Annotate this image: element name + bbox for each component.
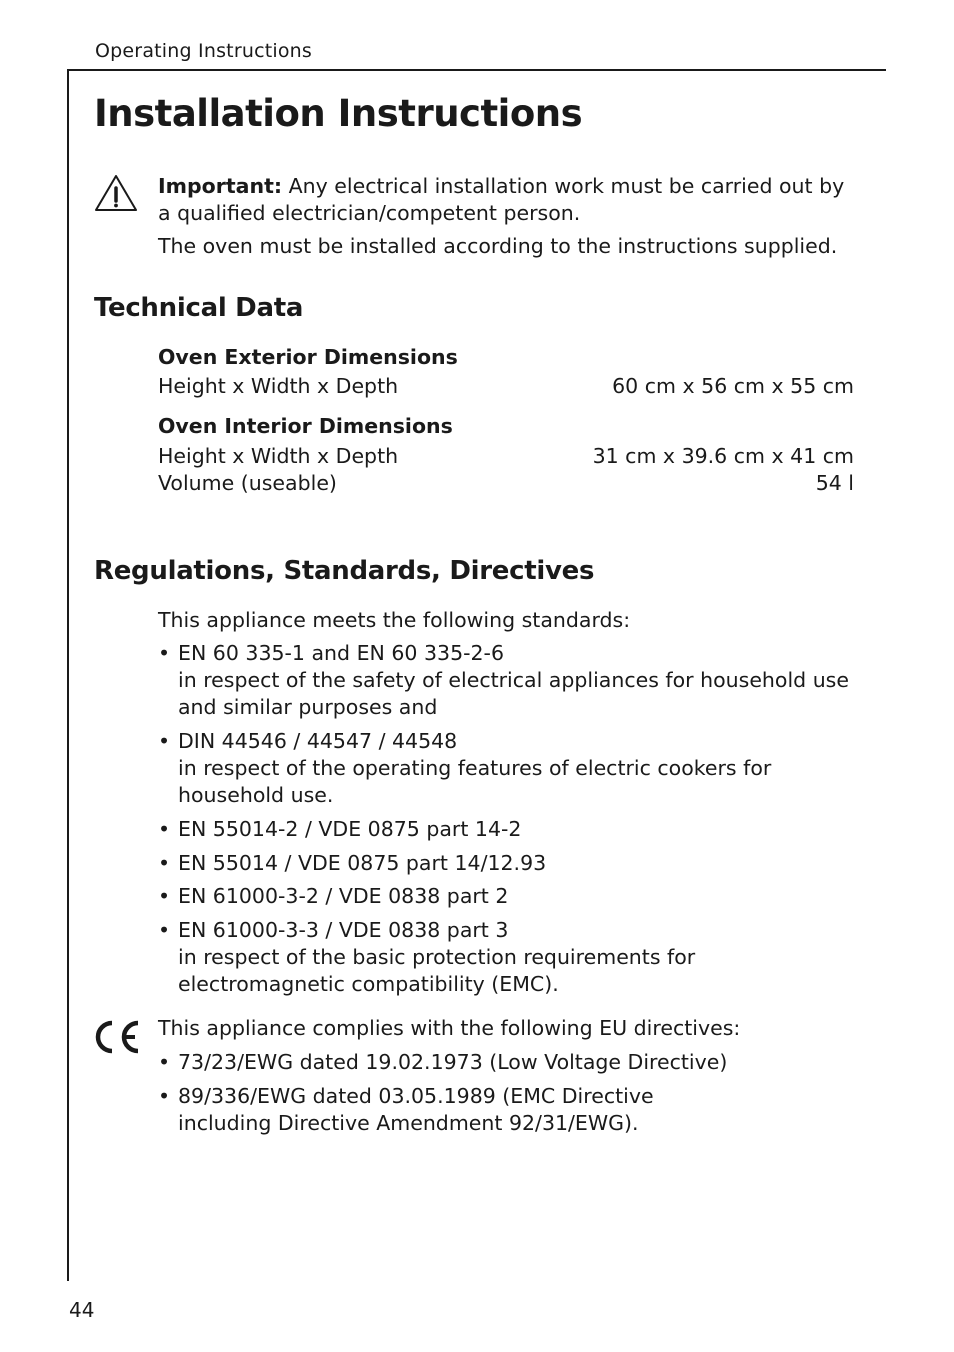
interior-dimensions-heading: Oven Interior Dimensions <box>158 414 453 438</box>
standard-code: EN 61000-3-3 / VDE 0838 part 3 <box>178 918 509 942</box>
bullet-icon: • <box>158 918 171 942</box>
bullet-icon: • <box>158 884 171 908</box>
standard-code: EN 60 335-1 and EN 60 335-2-6 <box>178 641 504 665</box>
standard-item <box>158 850 858 877</box>
directive-text: 89/336/EWG dated 03.05.1989 (EMC Directive including Directive Amendment 92/31/EWG). <box>178 1084 654 1135</box>
exterior-dimensions-label: Height x Width x Depth <box>158 374 399 398</box>
standard-code: EN 55014 / VDE 0875 part 14/12.93 <box>178 851 547 875</box>
exterior-dimensions-value: 60 cm x 56 cm x 55 cm <box>612 374 854 398</box>
volume-label: Volume (useable) <box>158 471 337 495</box>
bullet-icon: • <box>158 641 171 665</box>
bullet-icon: • <box>158 817 171 841</box>
interior-dimensions-row <box>158 443 854 470</box>
bullet-icon: • <box>158 1084 171 1108</box>
standard-item <box>158 816 858 843</box>
exterior-dimensions-heading: Oven Exterior Dimensions <box>158 345 458 369</box>
interior-dimensions-label: Height x Width x Depth <box>158 444 399 468</box>
ce-mark-icon <box>93 1017 141 1057</box>
standard-code: EN 55014-2 / VDE 0875 part 14-2 <box>178 817 522 841</box>
standard-description: in respect of the operating features of electric cookers for household use. <box>178 756 772 807</box>
eu-directives-intro: This appliance complies with the following EU directives: <box>158 1016 741 1040</box>
standard-item <box>158 728 858 809</box>
standard-item <box>158 883 858 910</box>
standard-code: DIN 44546 / 44547 / 44548 <box>178 729 458 753</box>
directive-item <box>158 1049 858 1076</box>
standard-code: EN 61000-3-2 / VDE 0838 part 2 <box>178 884 509 908</box>
bullet-icon: • <box>158 729 171 753</box>
warning-icon <box>93 172 139 214</box>
technical-data-heading: Technical Data <box>94 293 304 323</box>
standard-description: in respect of the safety of electrical appliances for household use and similar purposes and <box>178 668 849 719</box>
warning-text <box>158 173 858 227</box>
volume-row <box>158 470 854 497</box>
standard-description: in respect of the basic protection requirements for electromagnetic compatibility (EMC). <box>178 945 696 996</box>
interior-dimensions-value: 31 cm x 39.6 cm x 41 cm <box>592 444 854 468</box>
standard-item <box>158 640 858 721</box>
header-rule <box>68 69 886 71</box>
margin-rule <box>67 69 69 1281</box>
exterior-dimensions-row <box>158 373 854 400</box>
volume-value: 54 l <box>815 471 854 495</box>
standards-intro: This appliance meets the following standards: <box>158 608 631 632</box>
bullet-icon: • <box>158 851 171 875</box>
page-number: 44 <box>69 1298 95 1322</box>
installation-note: The oven must be installed according to the instructions supplied. <box>158 234 838 258</box>
directive-item <box>158 1083 748 1137</box>
directive-text: 73/23/EWG dated 19.02.1973 (Low Voltage Directive) <box>178 1050 728 1074</box>
warning-label: Important: <box>158 174 283 198</box>
bullet-icon: • <box>158 1050 171 1074</box>
warning-message: Any electrical installation work must be carried out by a qualified electrician/competent person. <box>158 174 845 225</box>
running-header: Operating Instructions <box>95 40 313 62</box>
standard-item <box>158 917 858 998</box>
page-title: Installation Instructions <box>94 92 583 135</box>
regulations-heading: Regulations, Standards, Directives <box>94 556 595 586</box>
